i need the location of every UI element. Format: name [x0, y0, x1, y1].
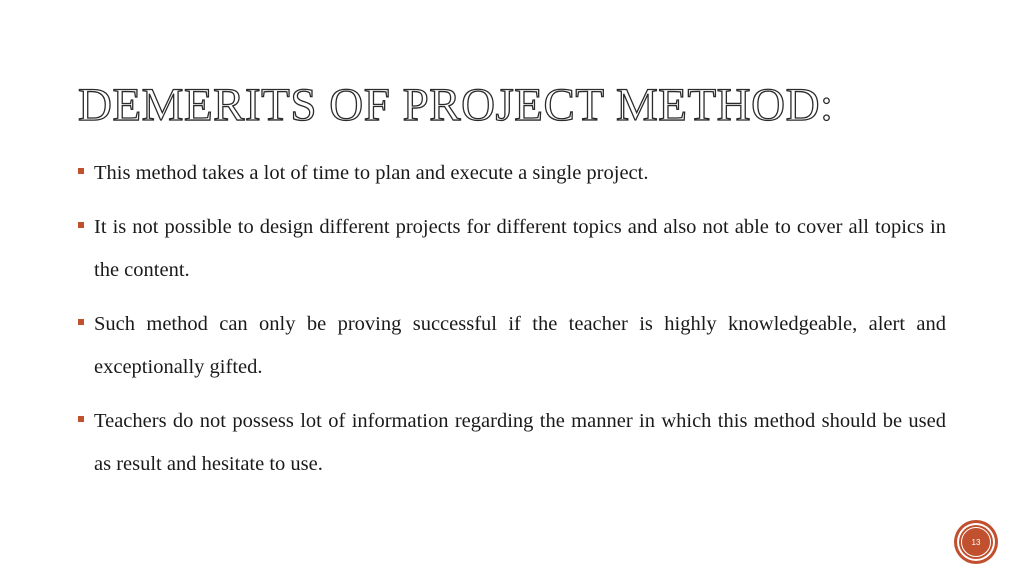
square-bullet-icon: [78, 416, 84, 422]
page-number-ring: [961, 527, 991, 557]
square-bullet-icon: [78, 168, 84, 174]
bullet-text: It is not possible to design different projects for different topics and also not able to cover all topics in the content.: [94, 216, 946, 281]
square-bullet-icon: [78, 319, 84, 325]
bullet-item: [78, 400, 946, 486]
bullet-text: Such method can only be proving successful if the teacher is highly knowledgeable, alert and exceptionally gifted.: [94, 313, 946, 378]
bullet-item: [78, 303, 946, 389]
page-number-badge: [957, 523, 995, 561]
bullet-item: [78, 152, 946, 195]
bullet-text: This method takes a lot of time to plan and execute a single project.: [94, 162, 649, 184]
bullet-item: [78, 206, 946, 292]
bullet-list: [78, 152, 946, 497]
bullet-text: Teachers do not possess lot of information regarding the manner in which this method should be used as result and hesitate to use.: [94, 410, 946, 475]
square-bullet-icon: [78, 222, 84, 228]
page-number: 13: [971, 537, 981, 547]
slide-title: DEMERITS OF PROJECT METHOD:: [78, 79, 834, 132]
